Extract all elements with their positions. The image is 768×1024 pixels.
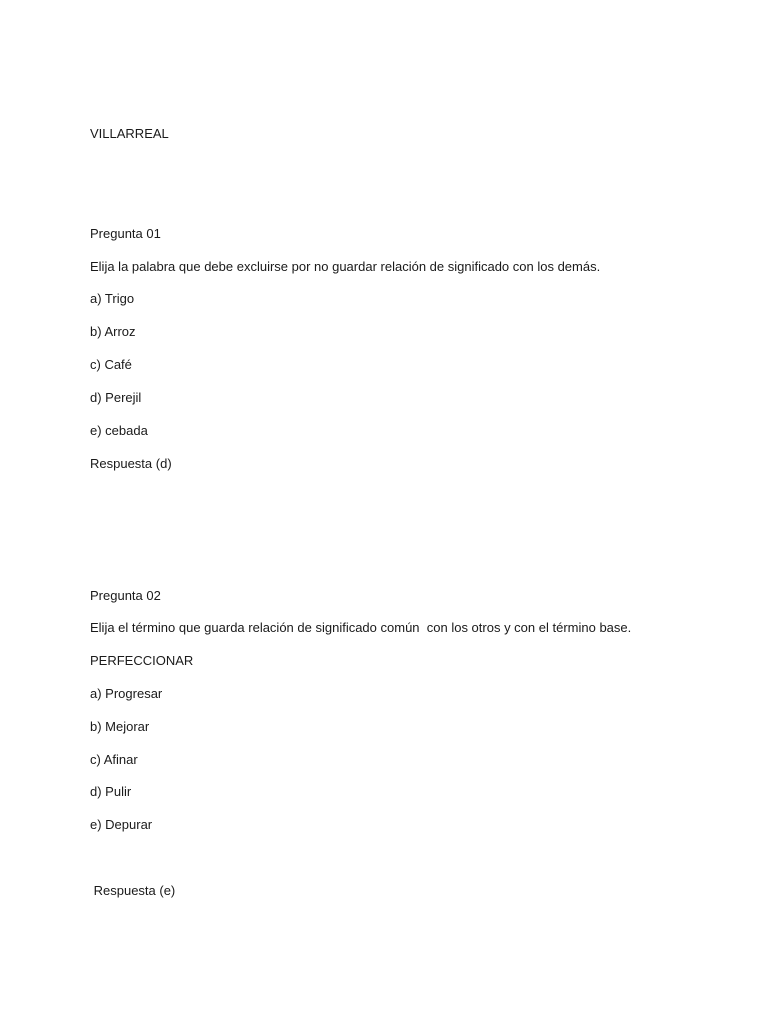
question-2-base-term: PERFECCIONAR	[90, 653, 194, 668]
question-1-option-a: a) Trigo	[90, 291, 135, 306]
question-2-title: Pregunta 02	[90, 588, 161, 603]
question-1-prompt: Elija la palabra que debe excluirse por no guardar relación de significado con los demás.	[90, 259, 601, 274]
question-1-option-c: c) Café	[90, 357, 132, 372]
question-2-option-b: b) Mejorar	[90, 719, 150, 734]
document-header: VILLARREAL	[90, 126, 169, 141]
question-1-answer: Respuesta (d)	[90, 456, 172, 471]
question-2-prompt: Elija el término que guarda relación de significado común con los otros y con el término base.	[90, 620, 632, 635]
question-2-option-d: d) Pulir	[90, 784, 132, 799]
question-2-option-e: e) Depurar	[90, 817, 153, 832]
question-1-title: Pregunta 01	[90, 226, 161, 241]
question-2-answer: Respuesta (e)	[90, 883, 176, 898]
question-1-option-b: b) Arroz	[90, 324, 136, 339]
question-2-option-a: a) Progresar	[90, 686, 163, 701]
question-2-option-c: c) Afinar	[90, 752, 138, 767]
question-1-option-d: d) Perejil	[90, 390, 142, 405]
question-1-option-e: e) cebada	[90, 423, 148, 438]
